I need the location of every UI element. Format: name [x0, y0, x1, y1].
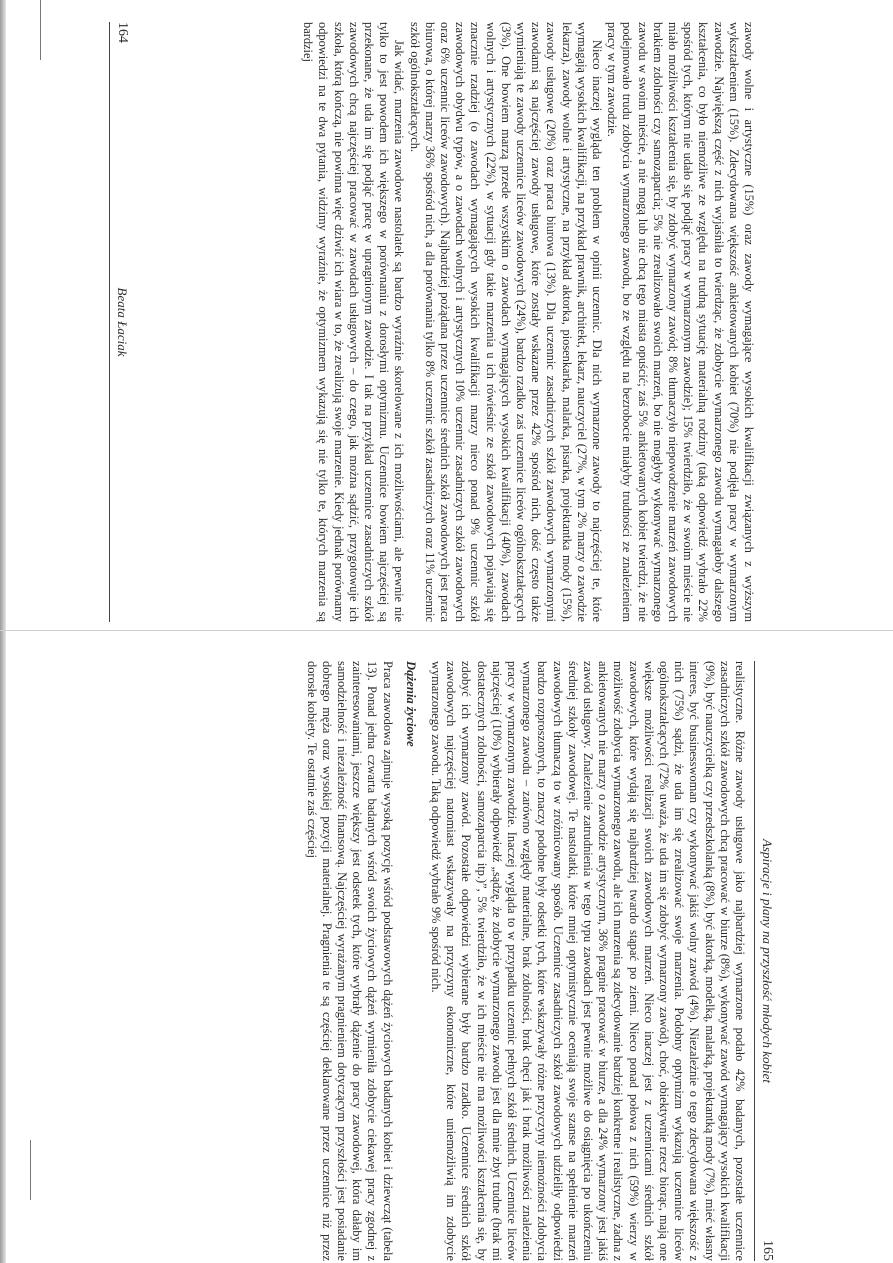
right-page-body — [7, 661, 747, 1261]
left-header-rule — [109, 22, 110, 622]
right-page — [0, 661, 893, 1261]
left-page-number: 164 — [115, 22, 131, 43]
right-page-number: 165 — [760, 1240, 776, 1261]
paragraph: Nieco inaczej wygląda ten problem w opinii uczennic. Dla nich wymarzone zawody to najczęściej te, które wymagają wysokich kwalifikacji, na przykład prawnik, architekt, lekarz, nauczyciel (27%, w tym 2% marzy o zawodzie lekarza), zawody wolne i artystyczne, na przykład aktorka, piosenkarka, malarka, pisarka, projektantka mody (15%), zawody usługowe (20%) oraz praca biurowa (13%). Dla uczennic zasadniczych szkół zawodowych wymarzonymi zawodami są najczęściej zawody usługowe, które zostały wskazane przez 42% spośród nich, dość często także wymieniają te zawody uczennice liceów zawodowych (24%), bardzo rzadko zaś uczennice liceów ogólnokształcących (3%). One bowiem marzą przede wszystkim o zawodach wymagających wysokich kwalifikacji (40%), zawodach wolnych i artystycznych (22%), w sytuacji gdy takie marzenia u ich rówieśnic ze szkół zawodowych pojawiają się znacznie rzadziej (o zawodach wymagających wysokich kwalifikacji marzy nieco ponad 9% uczennic szkół zawodowych obydwu typów, a o zawodach wolnych i artystycznych 10% uczennic zasadniczych szkół zawodowych oraz 6% uczennic liceów zawodowych). Najbardziej pożądana przez uczennice średnich szkół zawodowych jest praca biurowa, o której marzy 36% spośród nich, a dla porównania tylko 8% uczennic szkół zasadniczych oraz 11% uczennic szkół ogólnokształcących. — [407, 22, 604, 622]
paragraph: realistyczne. Różne zawody usługowe jako najbardziej wymarzone podało 42% badanych, pozostałe uczennice zasadniczych szkół zawodowych chcą pracować w biurze (8%), wykonywać zawód wymagający wysokich kwalifikacji (9%), być nauczycielką czy przedszkolanką (8%), być aktorką, modelką, malarką, projektantką mody (7%), mieć własny interes, być businesswoman czy wykonywać jakiś wolny zawód (4%). Niezależnie o tego zdecydowana większość z nich (75%) sądzi, że uda im się zrealizować swoje marzenia. Podobny optymizm wykazują uczennice liceów ogólnokształcących (72% uważa, że uda im się zdobyć wymarzony zawód), choć, obiektywnie rzecz biorąc, mają one większe możliwości realizacji swoich zawodowych marzeń. Nieco inaczej jest z uczennicami średnich szkół zawodowych, które wydają się najbardziej twardo stąpać po ziemi. Nieco ponad połowa z nich (59%) wierzy w możliwość zdobycia wymarzonego zawodu, ale ich marzenia są zdecydowanie bardziej konkretne i realistyczne, żadna z ankietowanych nie marzy o zawodzie artystycznym, 36% pragnie pracować w biurze, a dla 24% wymarzony jest jakiś zawód usługowy. Znalezienie zatrudnienia w tego typu zawodach jest pewnie możliwe do osiągnięcia po ukończeniu średniej szkoły zawodowej. Te nastolatki, które mniej optymistycznie oceniają swoje szanse na spełnienie marzeń zawodowych tłumaczą to w zróżnicowany sposób. Uczennice zasadniczych szkół zawodowych udzieliły odpowiedzi bardzo rozproszonych, to znaczy podobne były odsetki tych, które wskazywały różne przyczyny niemożności zdobycia wymarzonego zawodu – zarówno względy materialne, brak zdolności, brak chęci jak i brak możliwości znalezienia pracy w wymarzonym zawodzie. Inaczej wygląda to w przypadku uczennic pełnych szkół średnich. Uczennice liceów najczęściej (10%) wybierały odpowiedź „sądzę, że zdobycie wymarzonego zawodu jest dla mnie zbyt trudne (brak mi dostatecznych zdolności, samozaparcia itp.)”, 5% twierdziło, że w ich mieście nie ma możliwości kształcenia się, by zdobyć ich wymarzony zawód. Pozostałe odpowiedzi wybierane były bardzo rzadko. Uczennice średnich szkół zawodowych najczęściej natomiast wskazywały na przyczyny ekonomiczne, które uniemożliwią im zdobycie wymarzonego zawodu. Taką odpowiedź wybrało 9% spośród nich. — [428, 661, 747, 1262]
left-running-title: Beata Łaciak — [115, 287, 131, 357]
left-page — [0, 22, 893, 622]
left-page-body — [116, 22, 756, 622]
right-running-head — [758, 661, 782, 1261]
paragraph: zawody wolne i artystyczne (15%) oraz zawody wymagające wysokich kwalifikacji związanych z wyższym wykształceniem (15%). Zdecydowana większość ankietowanych kobiet (70%) nie podjęła pracy w wymarzonym zawodzie. Największą część z nich wyjaśniła to twierdząc, że zdobycie wymarzonego zawodu wymagałoby dalszego kształcenia, co było niemożliwe ze względu na trudną sytuację materialną rodziny (taką odpowiedź wybrało 22% spośród tych, którym nie udało się podjąć pracy w wymarzonym zawodzie); 15% twierdziło, że w swoim mieście nie miało możliwości kształcenia się, by zdobyć wymarzony zawód; 8% tłumaczyło niepowodzenie marzeń zawodowych brakiem zdolności czy samozaparcia; 5% nie zrealizowało swoich marzeń, bo nie mogłyby wykonywać wymarzonego zawodu w swoim mieście, a nie mogą lub nie chcą tego miasta opuścić; zaś 5% ankietowanych kobiet twierdzi, że nie podejmowało trudu zdobycia wymarzonego zawodu, bo ze względu na bezrobocie miałyby trudności ze znalezieniem pracy w tym zawodzie. — [605, 22, 756, 622]
paragraph: Jak widać, marzenia zawodowe nastolatek są bardzo wyraźnie skorelowane z ich możliwościami, ale pewnie nie tylko to jest powodem ich większego w porównaniu z dorosłymi optymizmu. Uczennice bowiem najczęściej są przekonane, że uda im się podjąć pracę w upragnionym zawodzie. I tak na przykład uczennice zasadniczych szkół zawodowych chcą najczęściej pracować w zawodach usługowych – do czego, jak można sądzić, przygotowuje ich szkoła, którą kończą, nie powinna więc dziwić ich wiara w to, że zrealizują swoje marzenie. Kiedy jednak porównamy odpowiedzi na te dwa pytania, widzimy wyraźnie, że optymizmem wykazują się nie tylko te, których marzenia są bardziej — [301, 22, 407, 622]
right-header-rule — [754, 661, 755, 1261]
section-heading: Dążenia życiowe — [403, 661, 418, 747]
right-running-title: Aspiracje i plany na przyszłość młodych kobiet — [760, 838, 776, 1084]
paragraph: Praca zawodowa zajmuje wysoką pozycję wśród podstawowych dążeń życiowych badanych kobiet i dziewcząt (tabela 13). Ponad jedna czwarta badanych wśród swoich życiowych dążeń wymieniła zdobycie ciekawej pracy zgodnej z zainteresowaniami, jeszcze większy jest odsetek tych, które wybrały dążenie do pracy zawodowej, która dałaby im samodzielność i niezależność finansową. Najczęściej wyrażanym pragnieniem dotyczącym przyszłości jest posiadanie dobrego męża oraz wysokiej pozycji materialnej. Pragnienia te są częściej deklarowane przez uczennice niż przez dorosłe kobiety. Te ostatnie zaś częściej — [304, 661, 395, 1261]
book-gutter — [0, 630, 893, 631]
